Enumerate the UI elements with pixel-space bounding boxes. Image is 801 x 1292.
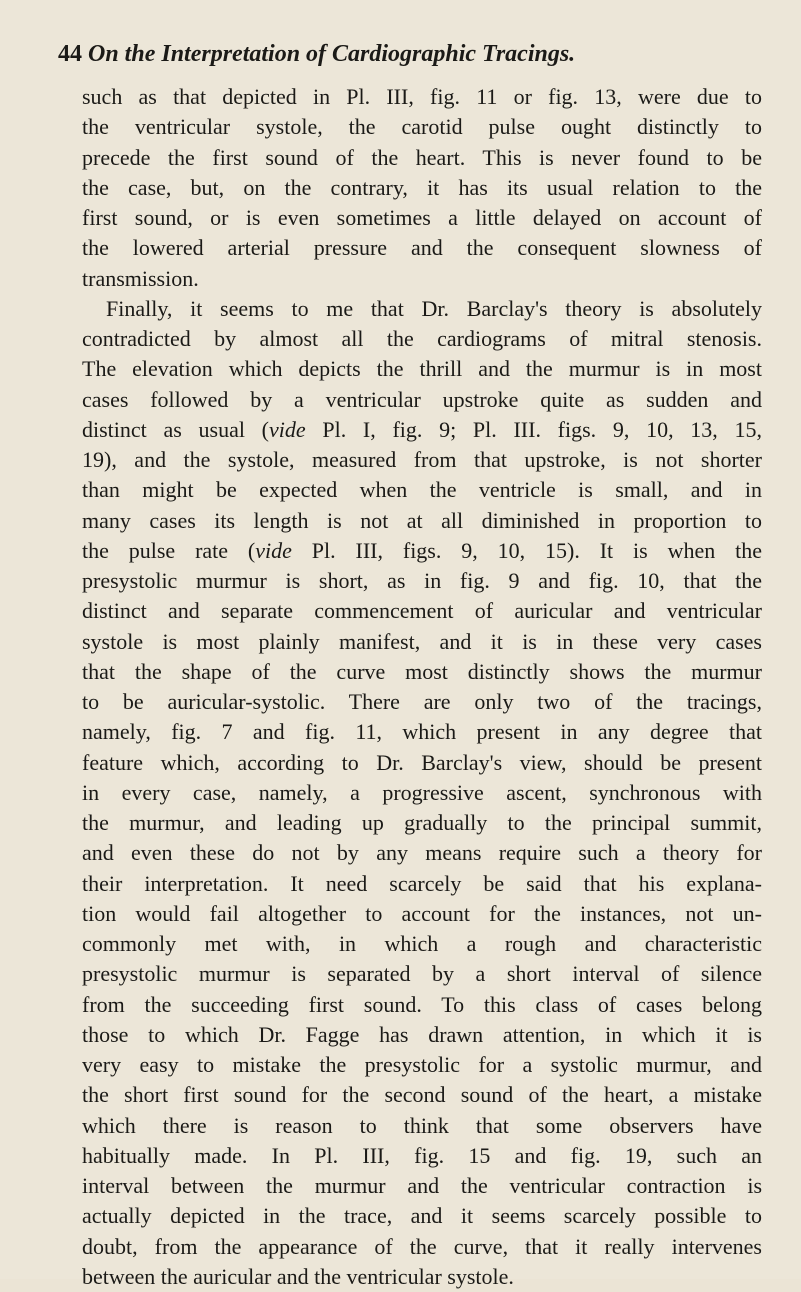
text-line: presystolic murmur is short, as in fig. 9 and fig. 10, that the: [82, 568, 762, 593]
text-line: those to which Dr. Fagge has drawn attention, in which it is: [82, 1021, 762, 1047]
text-line: to be auricular-systolic. There are only two of the tracings,: [82, 689, 762, 714]
text-line: the murmur, and leading up gradually to the principal summit,: [82, 810, 762, 835]
text-line: from the succeeding first sound. To this class of cases belong: [82, 991, 762, 1017]
text-line: and even these do not by any means require such a theory for: [82, 840, 762, 866]
text-line: interval between the murmur and the ventricular contraction is: [82, 1173, 762, 1198]
text-line: tion would fail altogether to account for the instances, not un-: [82, 900, 762, 926]
text-line: the ventricular systole, the carotid pulse ought distinctly to: [82, 114, 762, 140]
text-line: [82, 536, 762, 566]
text-segment: Pl. III, figs. 9, 10, 15). It is when the: [291, 537, 762, 563]
text-line: which there is reason to think that some observers have: [82, 1112, 762, 1138]
text-line: their interpretation. It need scarcely be said that his explana-: [82, 870, 762, 896]
text-line: contradicted by almost all the cardiograms of mitral stenosis.: [82, 326, 762, 351]
text-line: very easy to mistake the presystolic for a systolic murmur, and: [82, 1052, 762, 1077]
page-number: 44: [58, 41, 82, 67]
text-line: in every case, namely, a progressive ascent, synchronous with: [82, 779, 762, 805]
text-line: presystolic murmur is separated by a short interval of silence: [82, 961, 762, 987]
body-text: [82, 82, 762, 1292]
text-line: transmission.: [82, 265, 199, 291]
text-line: The elevation which depicts the thrill and the murmur is in most: [82, 356, 762, 382]
text-line: the short first sound for the second sound of the heart, a mistake: [82, 1082, 762, 1108]
running-title: On the Interpretation of Cardiographic Tracings.: [88, 41, 576, 67]
text-line: [82, 415, 762, 445]
text-line: namely, fig. 7 and fig. 11, which present in any degree that: [82, 719, 762, 745]
text-segment: the pulse rate (: [82, 537, 256, 563]
text-line: habitually made. In Pl. III, fig. 15 and fig. 19, such an: [82, 1142, 762, 1168]
text-line: first sound, or is even sometimes a little delayed on account of: [82, 205, 762, 230]
text-line: than might be expected when the ventricle is small, and in: [82, 477, 762, 503]
text-line: the lowered arterial pressure and the consequent slowness of: [82, 235, 762, 261]
text-segment: distinct as usual (: [82, 416, 269, 442]
text-line: actually depicted in the trace, and it seems scarcely possible to: [82, 1203, 762, 1229]
text-line: systole is most plainly manifest, and it is in these very cases: [82, 628, 762, 654]
text-line: cases followed by a ventricular upstroke quite as sudden and: [82, 386, 762, 412]
text-line: distinct and separate commencement of auricular and ventricular: [82, 598, 762, 624]
text-line: that the shape of the curve most distinctly shows the murmur: [82, 658, 762, 684]
text-line: feature which, according to Dr. Barclay's view, should be present: [82, 749, 762, 775]
italic-text: vide: [269, 416, 306, 442]
text-line: 19), and the systole, measured from that upstroke, is not shorter: [82, 447, 762, 472]
page-header: [58, 36, 778, 72]
text-line: the case, but, on the contrary, it has its usual relation to the: [82, 174, 762, 200]
text-line: many cases its length is not at all diminished in proportion to: [82, 507, 762, 533]
text-line: precede the first sound of the heart. This is never found to be: [82, 144, 762, 170]
text-line: commonly met with, in which a rough and characteristic: [82, 931, 762, 956]
italic-text: vide: [255, 537, 292, 563]
text-line: between the auricular and the ventricular systole.: [82, 1263, 514, 1289]
text-line: Finally, it seems to me that Dr. Barclay's theory is absolutely: [106, 295, 762, 321]
text-line: such as that depicted in Pl. III, fig. 11 or fig. 13, were due to: [82, 84, 762, 109]
text-segment: Pl. I, fig. 9; Pl. III. figs. 9, 10, 13, 15,: [305, 416, 762, 442]
text-line: doubt, from the appearance of the curve, that it really intervenes: [82, 1233, 762, 1259]
